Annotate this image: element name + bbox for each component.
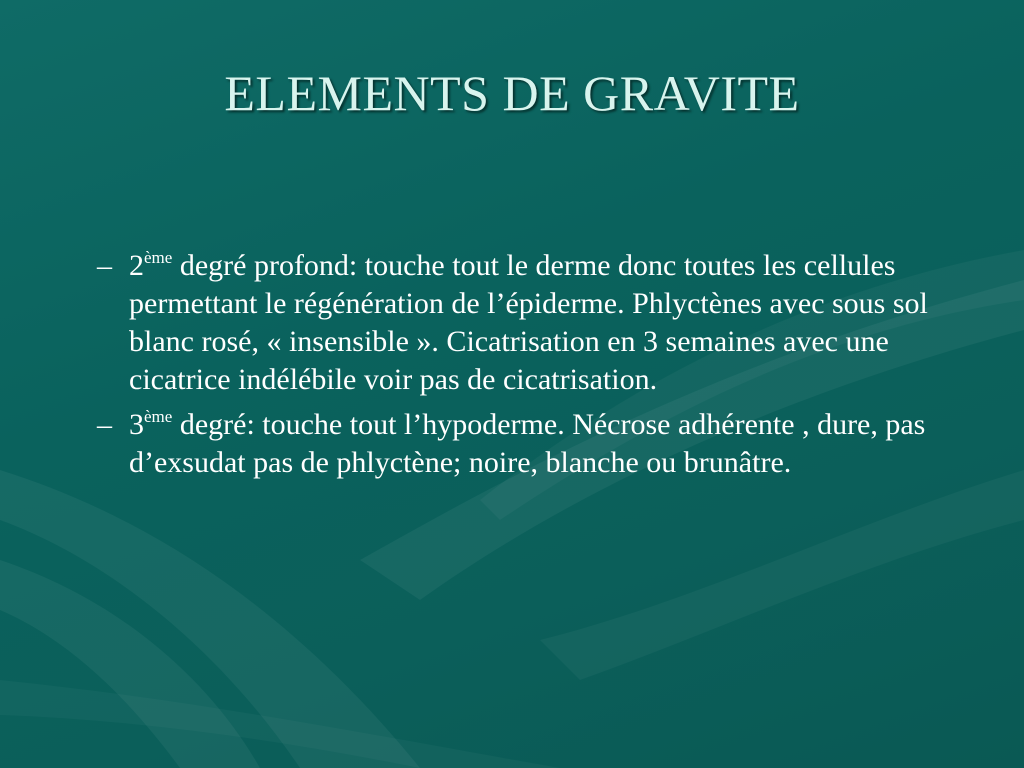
bullet-list bbox=[92, 247, 992, 489]
degree-superscript: ème bbox=[144, 407, 173, 426]
degree-number: 3 bbox=[129, 408, 144, 441]
degree-superscript: ème bbox=[144, 248, 173, 267]
bullet-dash: – bbox=[97, 408, 112, 441]
bullet-dash: – bbox=[97, 249, 112, 282]
bullet-item-3eme-degre bbox=[92, 406, 992, 482]
degree-number: 2 bbox=[129, 249, 144, 282]
bullet-text: degré: touche tout l’hypoderme. Nécrose adhérente , dure, pas d’exsudat pas de phlyctène; noire, blanche ou brunâtre. bbox=[129, 408, 926, 479]
bullet-text: degré profond: touche tout le derme donc toutes les cellules permettant le régénération de l’épiderme. Phlyctènes avec sous sol blanc rosé, « insensible ». Cicatrisation en 3 semaines avec une cicatrice indélébile voir pas de cicatrisation. bbox=[129, 249, 928, 396]
bullet-item-2eme-degre bbox=[92, 247, 992, 399]
slide-title: ELEMENTS DE GRAVITE bbox=[224, 65, 800, 121]
